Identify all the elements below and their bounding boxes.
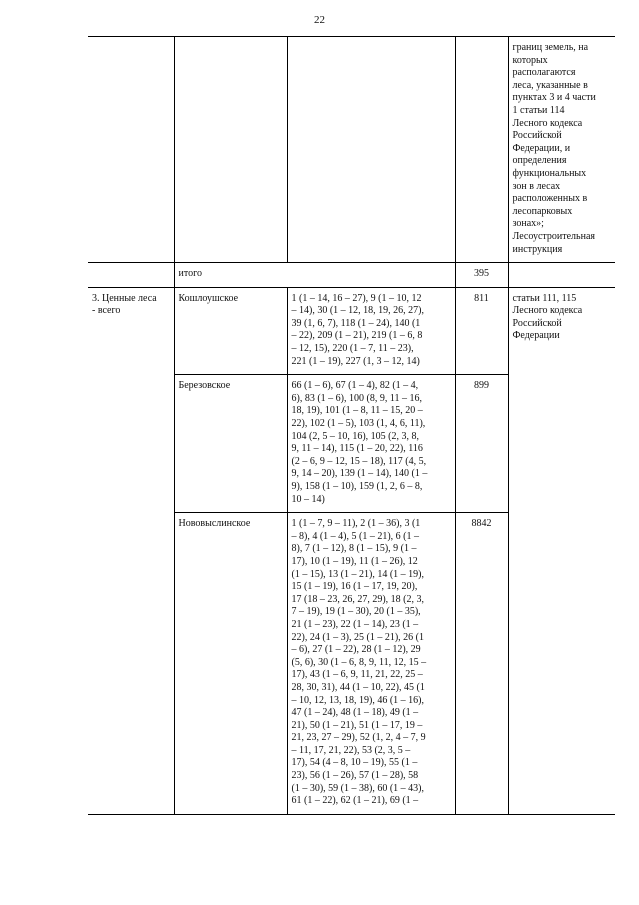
- page-number: 22: [314, 14, 325, 26]
- basis-cell: [508, 263, 615, 288]
- basis-line: зон в лесах: [512, 180, 561, 192]
- quarters-line: 1 (1 – 7, 9 – 11), 2 (1 – 36), 3 (1: [291, 518, 421, 530]
- area-value: 811: [455, 287, 508, 375]
- basis-line: Федерации: [512, 330, 560, 342]
- quarters-cell: [287, 287, 455, 375]
- quarters-line: 104 (2, 5 – 10, 16), 105 (2, 3, 8,: [291, 430, 419, 442]
- quarters-cell: [287, 513, 455, 815]
- quarters-line: 9, 11 – 14), 115 (1 – 20, 22), 116: [291, 443, 423, 455]
- quarters-line: 9, 14 – 20), 139 (1 – 14), 140 (1 –: [291, 468, 428, 480]
- basis-line: Лесного кодекса: [512, 117, 583, 129]
- forest-zones-table: [88, 36, 615, 815]
- quarters-line: – 10, 12, 13, 18, 19), 46 (1 – 16),: [291, 694, 424, 706]
- category-line: - всего: [92, 305, 121, 317]
- continued-row: [88, 37, 615, 263]
- area-value: 8842: [455, 513, 508, 815]
- quarters-line: – 6), 27 (1 – 22), 28 (1 – 12), 29: [291, 644, 421, 656]
- quarters-line: 61 (1 – 22), 62 (1 – 21), 69 (1 –: [291, 795, 419, 807]
- basis-line: Лесоустроительная: [512, 230, 595, 242]
- quarters-line: 21, 23, 27 – 29), 52 (1, 2, 4 – 7, 9: [291, 732, 426, 744]
- quarters-line: – 12, 15), 220 (1 – 7, 11 – 23),: [291, 343, 414, 355]
- basis-line: функциональных: [512, 167, 587, 179]
- quarters-line: 23), 56 (1 – 26), 57 (1 – 28), 58: [291, 770, 419, 782]
- quarters-line: – 8), 4 (1 – 4), 5 (1 – 21), 6 (1 –: [291, 530, 419, 542]
- basis-line: пунктах 3 и 4 части: [512, 92, 596, 104]
- quarters-line: (5, 6), 30 (1 – 6, 8, 9, 11, 12, 15 –: [291, 656, 427, 668]
- forestry-name: Кошлоушское: [174, 287, 287, 375]
- subtotal-area: 395: [455, 263, 508, 288]
- forestry-cell: [174, 37, 287, 263]
- quarters-line: 22), 24 (1 – 3), 25 (1 – 21), 26 (1: [291, 631, 424, 643]
- quarters-line: 10 – 14): [291, 493, 325, 505]
- basis-line: которых: [512, 54, 548, 66]
- quarters-line: 22), 102 (1 – 5), 103 (1, 4, 6, 11),: [291, 418, 426, 430]
- quarters-cell: [287, 37, 455, 263]
- basis-line: статьи 111, 115: [512, 292, 577, 304]
- basis-line: леса, указанные в: [512, 79, 588, 91]
- subtotal-row: [88, 263, 615, 288]
- basis-line: Лесного кодекса: [512, 305, 583, 317]
- basis-line: расположенных в: [512, 193, 588, 205]
- basis-line: инструкция: [512, 243, 563, 255]
- quarters-line: 47 (1 – 24), 48 (1 – 18), 49 (1 –: [291, 707, 419, 719]
- quarters-line: 17 (18 – 23, 26, 27, 29), 18 (2, 3,: [291, 593, 424, 605]
- quarters-line: – 14), 30 (1 – 12, 18, 19, 26, 27),: [291, 305, 424, 317]
- area-value: 899: [455, 375, 508, 513]
- forestry-name: Нововыслинское: [174, 513, 287, 815]
- subtotal-label: итого: [174, 263, 455, 288]
- quarters-line: 15 (1 – 19), 16 (1 – 17, 19, 20),: [291, 581, 418, 593]
- category-cell: [88, 37, 174, 263]
- basis-cell: [508, 287, 615, 814]
- basis-line: Российской: [512, 317, 562, 329]
- basis-line: 1 статьи 114: [512, 104, 565, 116]
- quarters-line: 6), 83 (1 – 6), 100 (8, 9, 11 – 16,: [291, 392, 422, 404]
- quarters-line: (1 – 30), 59 (1 – 38), 60 (1 – 43),: [291, 782, 424, 794]
- table-row: [88, 287, 615, 375]
- forestry-name: Березовское: [174, 375, 287, 513]
- quarters-line: 17), 10 (1 – 19), 11 (1 – 26), 12: [291, 555, 418, 567]
- area-cell: [455, 37, 508, 263]
- category-cell: [88, 263, 174, 288]
- basis-line: определения: [512, 155, 567, 167]
- quarters-line: 17), 43 (1 – 6, 9, 11, 21, 22, 25 –: [291, 669, 423, 681]
- quarters-line: 9), 158 (1 – 10), 159 (1, 2, 6 – 8,: [291, 481, 423, 492]
- quarters-line: – 11, 17, 21, 22), 53 (2, 3, 5 –: [291, 744, 411, 756]
- basis-line: располагаются: [512, 67, 576, 79]
- category-line: 3. Ценные леса: [92, 292, 157, 304]
- quarters-line: 221 (1 – 19), 227 (1, 3 – 12, 14): [291, 355, 420, 367]
- quarters-line: 7 – 19), 19 (1 – 30), 20 (1 – 35),: [291, 606, 421, 618]
- basis-line: Федерации, и: [512, 142, 571, 154]
- quarters-line: 28, 30, 31), 44 (1 – 10, 22), 45 (1: [291, 681, 425, 693]
- basis-line: границ земель, на: [512, 42, 589, 53]
- quarters-line: 66 (1 – 6), 67 (1 – 4), 82 (1 – 4,: [291, 380, 419, 392]
- quarters-line: 21), 50 (1 – 21), 51 (1 – 17, 19 –: [291, 719, 423, 731]
- basis-line: лесопарковых: [512, 205, 573, 217]
- basis-line: зонах»;: [512, 218, 544, 230]
- quarters-line: (1 – 15), 13 (1 – 21), 14 (1 – 19),: [291, 568, 424, 580]
- quarters-line: 39 (1, 6, 7), 118 (1 – 24), 140 (1: [291, 317, 421, 329]
- basis-line: Российской: [512, 130, 562, 142]
- quarters-line: 17), 54 (4 – 8, 10 – 19), 55 (1 –: [291, 757, 418, 769]
- quarters-line: 21 (1 – 23), 22 (1 – 14), 23 (1 –: [291, 618, 419, 630]
- basis-cell: [508, 37, 615, 263]
- quarters-line: – 22), 209 (1 – 21), 219 (1 – 6, 8: [291, 330, 423, 342]
- quarters-cell: [287, 375, 455, 513]
- category-cell: [88, 287, 174, 814]
- quarters-line: (2 – 6, 9 – 12, 15 – 18), 117 (4, 5,: [291, 455, 427, 467]
- quarters-line: 8), 7 (1 – 12), 8 (1 – 15), 9 (1 –: [291, 543, 417, 555]
- quarters-line: 18, 19), 101 (1 – 8, 11 – 15, 20 –: [291, 405, 423, 417]
- quarters-line: 1 (1 – 14, 16 – 27), 9 (1 – 10, 12: [291, 292, 422, 304]
